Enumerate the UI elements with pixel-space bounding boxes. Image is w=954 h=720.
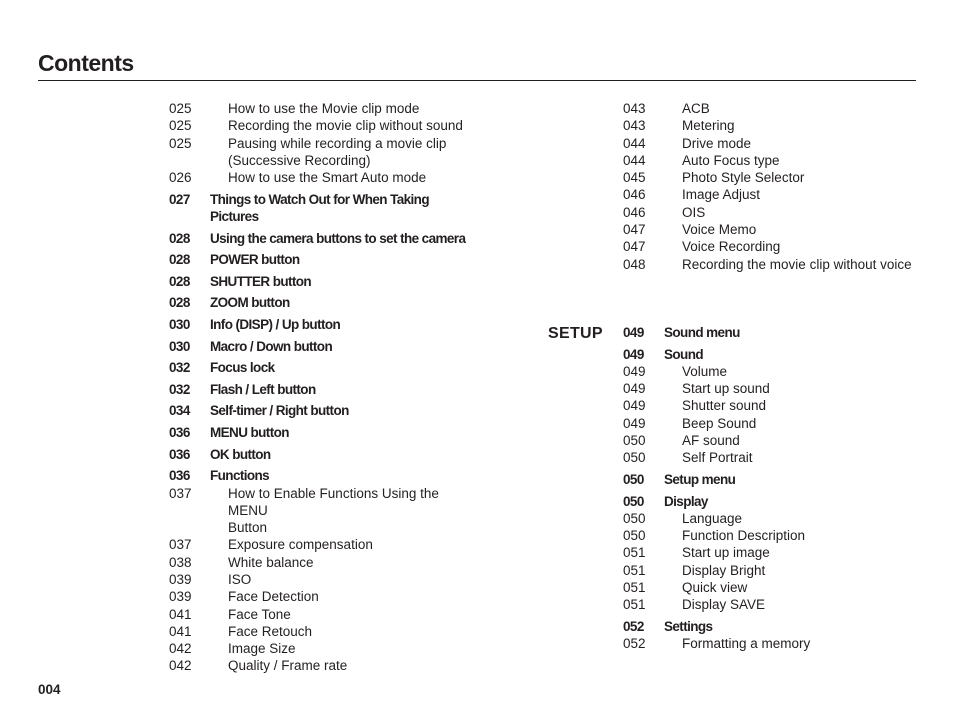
toc-entry-title: Face Tone	[228, 606, 291, 622]
toc-entry[interactable]	[623, 221, 915, 238]
toc-entry[interactable]	[169, 169, 469, 186]
toc-entry[interactable]	[623, 100, 915, 117]
toc-entry-title: Recording the movie clip without voice	[682, 256, 912, 272]
toc-entry-title: Exposure compensation	[228, 537, 373, 553]
toc-page-number	[169, 519, 210, 536]
toc-entry[interactable]	[169, 117, 469, 134]
toc-entry[interactable]	[623, 152, 915, 169]
toc-entry[interactable]	[623, 186, 915, 203]
toc-page-number: 028	[169, 295, 190, 311]
toc-entry-title: Functions	[210, 468, 270, 484]
toc-page-number: 044	[623, 135, 646, 151]
toc-entry[interactable]	[169, 554, 469, 571]
toc-entry-title: Beep Sound	[682, 415, 757, 431]
title-divider	[38, 80, 916, 81]
toc-page-number: 036	[169, 425, 190, 441]
toc-page-number: 051	[623, 562, 646, 578]
toc-entry-title: Voice Recording	[682, 239, 781, 255]
toc-page-number: 047	[623, 239, 646, 255]
toc-entry-title: MENU button	[210, 425, 289, 441]
toc-entry[interactable]	[169, 338, 469, 355]
toc-entry[interactable]	[623, 135, 915, 152]
toc-page-number: 041	[169, 623, 192, 639]
toc-entry[interactable]	[169, 273, 469, 290]
toc-entry-title: (Successive Recording)	[228, 152, 371, 168]
toc-page-number: 050	[623, 493, 644, 509]
toc-page-number: 025	[169, 101, 192, 116]
toc-entry-title: Image Size	[228, 641, 296, 657]
toc-page-number: 050	[623, 510, 646, 526]
toc-entry-title: Photo Style Selector	[682, 170, 805, 186]
toc-page-number: 050	[623, 528, 646, 544]
toc-entry[interactable]	[623, 527, 915, 544]
toc-entry[interactable]	[623, 618, 915, 635]
toc-entry-title: Display Bright	[682, 562, 766, 578]
toc-entry-title: Start up sound	[682, 381, 770, 397]
toc-entry-title: OK button	[210, 446, 271, 462]
toc-entry[interactable]	[623, 562, 915, 579]
toc-page-number	[169, 208, 210, 225]
toc-entry[interactable]	[623, 510, 915, 527]
toc-page-number: 050	[623, 471, 644, 487]
toc-entry-title: Self Portrait	[682, 450, 753, 466]
toc-entry-title: Face Detection	[228, 589, 319, 605]
toc-entry-title: Drive mode	[682, 135, 752, 151]
toc-entry[interactable]	[623, 256, 915, 273]
toc-entry-title: Shutter sound	[682, 398, 767, 414]
toc-page-number	[169, 152, 210, 169]
toc-page-number: 049	[623, 415, 646, 431]
toc-entry[interactable]	[623, 238, 915, 255]
toc-entry[interactable]	[623, 363, 915, 380]
toc-entry-title: Function Description	[682, 528, 806, 544]
toc-entry[interactable]	[169, 606, 469, 623]
toc-entry[interactable]	[623, 432, 915, 449]
toc-entry-title: Macro / Down button	[210, 338, 333, 354]
toc-entry-title: White balance	[228, 554, 314, 570]
toc-page-number: 052	[623, 636, 646, 652]
toc-entry-title: How to Enable Functions Using the MENU	[228, 485, 439, 518]
toc-entry[interactable]	[169, 135, 469, 152]
toc-entry-title: Pictures	[210, 209, 259, 225]
toc-entry-title: Metering	[682, 118, 735, 134]
toc-entry-title: Display SAVE	[682, 597, 766, 613]
toc-page-number: 046	[623, 204, 646, 220]
toc-page-number: 047	[623, 222, 646, 238]
toc-page-number: 025	[169, 135, 192, 151]
toc-page-number: 051	[623, 545, 646, 561]
toc-entry-title: Things to Watch Out for When Taking	[210, 191, 429, 207]
toc-entry[interactable]	[169, 536, 469, 553]
toc-entry-title: Image Adjust	[682, 187, 761, 203]
toc-entry[interactable]	[169, 152, 469, 169]
toc-entry[interactable]	[623, 346, 915, 363]
toc-entry-title: OIS	[682, 204, 706, 220]
toc-entry[interactable]	[169, 381, 469, 398]
toc-page-number: 037	[169, 537, 192, 553]
toc-entry[interactable]	[169, 316, 469, 333]
toc-page-number: 043	[623, 118, 646, 134]
toc-entry[interactable]	[169, 588, 469, 605]
toc-entry-title: Flash / Left button	[210, 381, 316, 397]
toc-entry[interactable]	[169, 359, 469, 376]
toc-entry-title: Voice Memo	[682, 222, 757, 238]
toc-entry-title: Self-timer / Right button	[210, 403, 349, 419]
toc-page-number: 049	[623, 324, 644, 340]
toc-entry[interactable]	[623, 204, 915, 221]
toc-entry[interactable]	[169, 100, 469, 117]
toc-entry[interactable]	[169, 230, 469, 247]
toc-page-number: 025	[169, 118, 192, 134]
toc-entry[interactable]	[623, 596, 915, 613]
toc-entry-title: Start up image	[682, 545, 770, 561]
toc-entry-title: Focus lock	[210, 360, 275, 376]
toc-page-number: 049	[623, 398, 646, 414]
toc-page-number: 041	[169, 606, 192, 622]
toc-entry[interactable]	[169, 191, 469, 208]
toc-entry-title: Info (DISP) / Up button	[210, 317, 341, 333]
toc-entry-title: Setup menu	[664, 471, 736, 487]
section-label-setup: SETUP	[548, 325, 603, 342]
toc-entry[interactable]	[623, 493, 915, 510]
toc-entry[interactable]	[623, 471, 915, 488]
toc-entry-title: Auto Focus type	[682, 152, 780, 168]
toc-page-number: 045	[623, 170, 646, 186]
toc-column-left	[169, 100, 469, 675]
toc-entry-title: ZOOM button	[210, 295, 290, 311]
toc-entry[interactable]	[169, 657, 469, 674]
toc-entry-title: Formatting a memory	[682, 636, 811, 652]
toc-entry[interactable]	[623, 415, 915, 432]
toc-column-right	[623, 100, 915, 653]
toc-page-number: 048	[623, 256, 646, 272]
toc-entry-title: Settings	[664, 618, 713, 634]
toc-page-number: 038	[169, 554, 192, 570]
toc-page-number: 032	[169, 381, 190, 397]
toc-page-number: 049	[623, 346, 644, 362]
toc-entry-title: ACB	[682, 101, 710, 116]
toc-entry[interactable]	[623, 380, 915, 397]
toc-entry-title: Pausing while recording a movie clip	[228, 135, 447, 151]
toc-page-number: 042	[169, 641, 192, 657]
toc-page-number: 049	[623, 363, 646, 379]
toc-page-number: 046	[623, 187, 646, 203]
toc-page-number: 050	[623, 433, 646, 449]
toc-entry[interactable]	[623, 169, 915, 186]
toc-entry-title: Quality / Frame rate	[228, 658, 348, 674]
toc-page-number: 044	[623, 152, 646, 168]
toc-page-number: 043	[623, 101, 646, 116]
toc-entry[interactable]	[623, 635, 915, 652]
toc-entry[interactable]	[169, 623, 469, 640]
toc-page-number: 051	[623, 580, 646, 596]
toc-entry[interactable]	[169, 208, 469, 225]
toc-entry[interactable]	[623, 544, 915, 561]
toc-entry-title: Display	[664, 493, 708, 509]
toc-entry[interactable]	[169, 640, 469, 657]
toc-entry-title: Sound menu	[664, 324, 740, 340]
toc-page-number: 030	[169, 338, 190, 354]
toc-entry[interactable]	[169, 485, 469, 520]
toc-entry-title: SHUTTER button	[210, 273, 312, 289]
toc-entry-title: Sound	[664, 346, 703, 362]
page-title: Contents	[38, 50, 134, 76]
toc-entry-title: How to use the Movie clip mode	[228, 101, 420, 116]
toc-entry-title: Recording the movie clip without sound	[228, 118, 463, 134]
toc-entry-title: POWER button	[210, 252, 300, 268]
toc-page-number: 052	[623, 618, 644, 634]
toc-entry[interactable]	[169, 424, 469, 441]
toc-entry[interactable]	[623, 449, 915, 466]
toc-page-number: 027	[169, 191, 190, 207]
toc-page-number: 028	[169, 230, 190, 246]
toc-entry[interactable]	[623, 324, 915, 341]
toc-entry[interactable]	[169, 294, 469, 311]
toc-entry[interactable]	[169, 446, 469, 463]
toc-entry[interactable]	[169, 571, 469, 588]
toc-page-number: 050	[623, 450, 646, 466]
toc-entry-title: Face Retouch	[228, 623, 313, 639]
toc-page-number: 028	[169, 273, 190, 289]
toc-page-number: 042	[169, 658, 192, 674]
toc-page-number: 030	[169, 317, 190, 333]
toc-page-number: 034	[169, 403, 190, 419]
toc-page-number: 039	[169, 589, 192, 605]
toc-entry[interactable]	[623, 579, 915, 596]
toc-page-number: 028	[169, 252, 190, 268]
toc-entry[interactable]	[623, 117, 915, 134]
toc-entry-title: AF sound	[682, 433, 740, 449]
toc-page-number: 026	[169, 170, 192, 186]
toc-entry-title: Button	[228, 520, 268, 536]
toc-page-number: 051	[623, 597, 646, 613]
toc-entry-title: Volume	[682, 363, 728, 379]
toc-entry-title: Language	[682, 510, 743, 526]
toc-page-number: 039	[169, 571, 192, 587]
toc-page-number: 036	[169, 446, 190, 462]
toc-entry[interactable]	[169, 467, 469, 484]
toc-entry[interactable]	[623, 397, 915, 414]
toc-entry[interactable]	[169, 519, 469, 536]
toc-page-number: 036	[169, 468, 190, 484]
toc-page-number: 049	[623, 381, 646, 397]
toc-entry-title: Quick view	[682, 580, 748, 596]
toc-page-number: 032	[169, 360, 190, 376]
toc-entry[interactable]	[169, 402, 469, 419]
toc-entry-title: ISO	[228, 571, 252, 587]
toc-entry-title: Using the camera buttons to set the camera	[210, 230, 466, 246]
toc-page-number: 037	[169, 485, 192, 501]
page-number: 004	[38, 682, 61, 697]
toc-entry[interactable]	[169, 251, 469, 268]
toc-entry-title: How to use the Smart Auto mode	[228, 170, 427, 186]
